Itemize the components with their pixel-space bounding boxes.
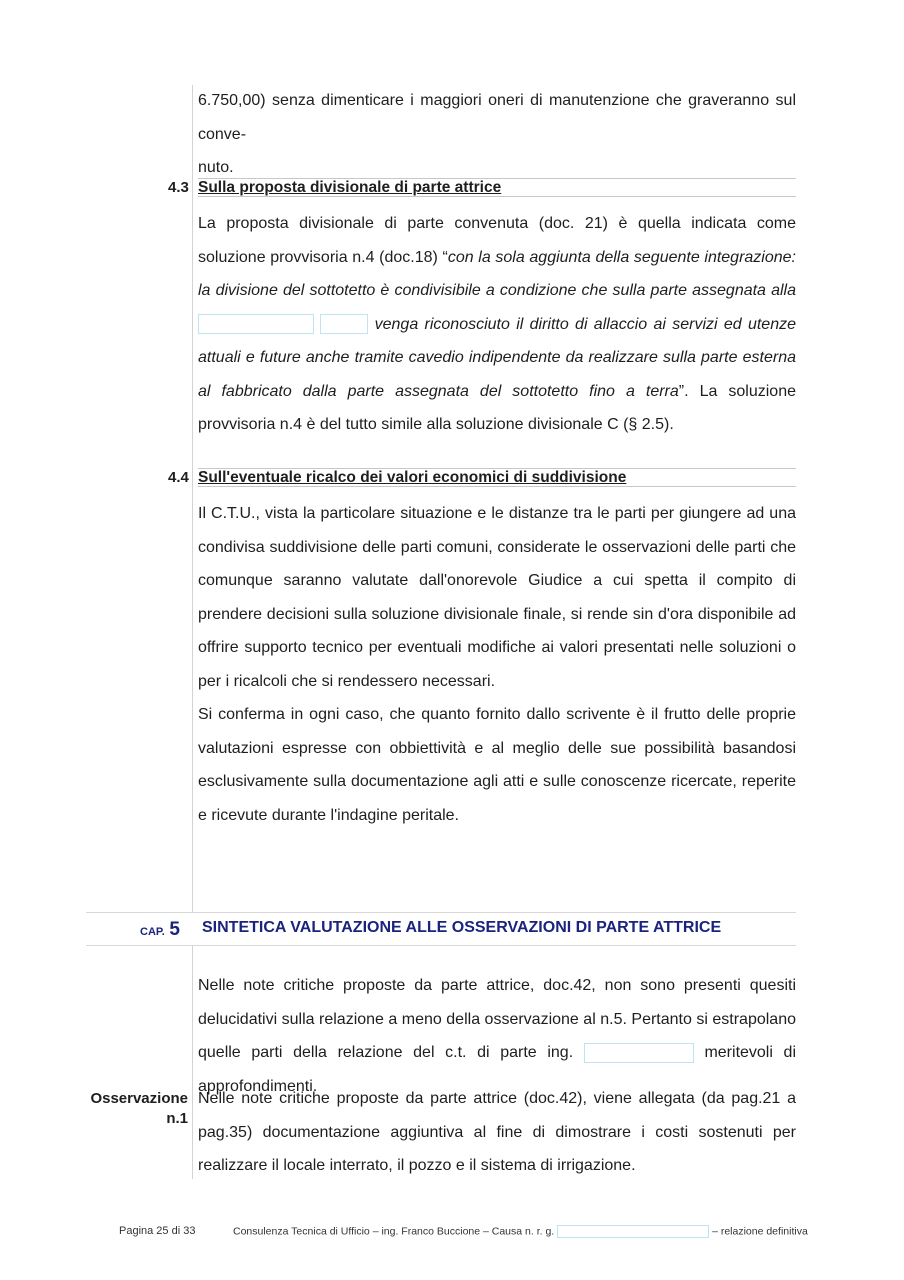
section-title-4-4 bbox=[198, 468, 796, 487]
chapter-5-intro-text-b: meritevoli di approfondimenti. bbox=[198, 1044, 797, 1095]
redacted-name-3 bbox=[584, 1043, 694, 1063]
section-4-3-quote-b: venga riconosciuto il diritto di allaccio ai servizi ed utenze attuali e future anche tramite cavedio indipendente da realizzare sulla parte esterna al fabbricato dalla parte assegnata del sottotetto fino a terra bbox=[198, 315, 796, 400]
margin-rule-lower bbox=[192, 946, 193, 1179]
chapter-label bbox=[140, 919, 180, 941]
section-4-3-text-a: La proposta divisionale di parte convenuta (doc. 21) è quella indicata come soluzione provvisoria n.4 (doc.18) “ bbox=[198, 215, 796, 266]
observation-1-text: Nelle note critiche proposte da parte attrice (doc.42), viene allegata (da pag.21 a pag.35) documentazione aggiuntiva al fine di dimostrare i costi sostenuti per realizzare il locale interrato, il pozzo e il sistema di irrigazione. bbox=[198, 1090, 796, 1174]
section-4-3-text-end: ”. La soluzione provvisoria n.4 è del tutto simile alla soluzione divisionale C (§ 2.5). bbox=[198, 382, 796, 433]
chapter-title: SINTETICA VALUTAZIONE ALLE OSSERVAZIONI DI PARTE ATTRICE bbox=[202, 919, 722, 936]
margin-rule bbox=[192, 85, 193, 912]
continuation-line-2: nuto. bbox=[198, 159, 234, 176]
chapter-5-intro-text-a: Nelle note critiche proposte da parte attrice, doc.42, non sono presenti quesiti delucidativi sulla relazione a meno della osservazione al n.5. Pertanto si estrapolano quelle parti della relazione del c.t. di parte ing. bbox=[198, 977, 796, 1061]
section-number-4-4: 4.4 bbox=[168, 469, 189, 486]
footer-text-b: – relazione definitiva bbox=[712, 1225, 808, 1238]
section-4-3-paragraph bbox=[198, 207, 796, 442]
continuation-line-1: 6.750,00) senza dimenticare i maggiori oneri di manutenzione che graveranno sul conve- bbox=[198, 92, 796, 143]
section-title-4-3 bbox=[198, 178, 796, 197]
observation-label-line-2: n.1 bbox=[166, 1110, 188, 1127]
chapter-number: 5 bbox=[169, 919, 180, 940]
section-4-3-quote-a: con la sola aggiunta della seguente integrazione: la divisione del sottotetto è condivisibile a condizione che sulla parte assegnata alla bbox=[198, 248, 797, 299]
section-title-4-4-text: Sull'eventuale ricalco dei valori economici di suddivisione bbox=[198, 469, 627, 486]
footer-page-number: Pagina 25 di 33 bbox=[119, 1225, 196, 1237]
continuation-paragraph bbox=[198, 84, 796, 185]
redacted-name-1 bbox=[198, 314, 314, 334]
section-title-4-3-text: Sulla proposta divisionale di parte attrice bbox=[198, 179, 502, 196]
observation-label-line-1: Osservazione bbox=[90, 1090, 188, 1107]
redacted-name-2 bbox=[320, 314, 368, 334]
section-4-4-paragraph-1: Il C.T.U., vista la particolare situazione e le distanze tra le parti per giungere ad una condivisa suddivisione delle parti comuni, considerate le osservazioni delle parti che comunque saranno valutate dall'onorevole Giudice a cui spetta il compito di prendere decisioni sulla soluzione divisionale finale, si rende sin d'ora disponibile ad offrire supporto tecnico per eventuali modifiche ai valori presentati nelle soluzioni o per i ricalcoli che si rendessero necessari. bbox=[198, 505, 796, 690]
redacted-case-number bbox=[557, 1225, 709, 1238]
footer-text-a: Consulenza Tecnica di Ufficio – ing. Franco Buccione – Causa n. r. g. bbox=[233, 1225, 555, 1238]
section-4-4-paragraph-2: Si conferma in ogni caso, che quanto fornito dallo scrivente è il frutto delle proprie valutazioni espresse con obbiettività e al meglio delle sue possibilità basandosi esclusivamente sulla documentazione agli atti e sulle conoscenze ricercate, reperite e ricevute durante l'indagine peritale. bbox=[198, 706, 796, 824]
footer-text bbox=[233, 1225, 808, 1238]
chapter-prefix: CAP. bbox=[140, 926, 165, 938]
observation-label bbox=[90, 1089, 188, 1129]
section-number-4-3: 4.3 bbox=[168, 179, 189, 196]
